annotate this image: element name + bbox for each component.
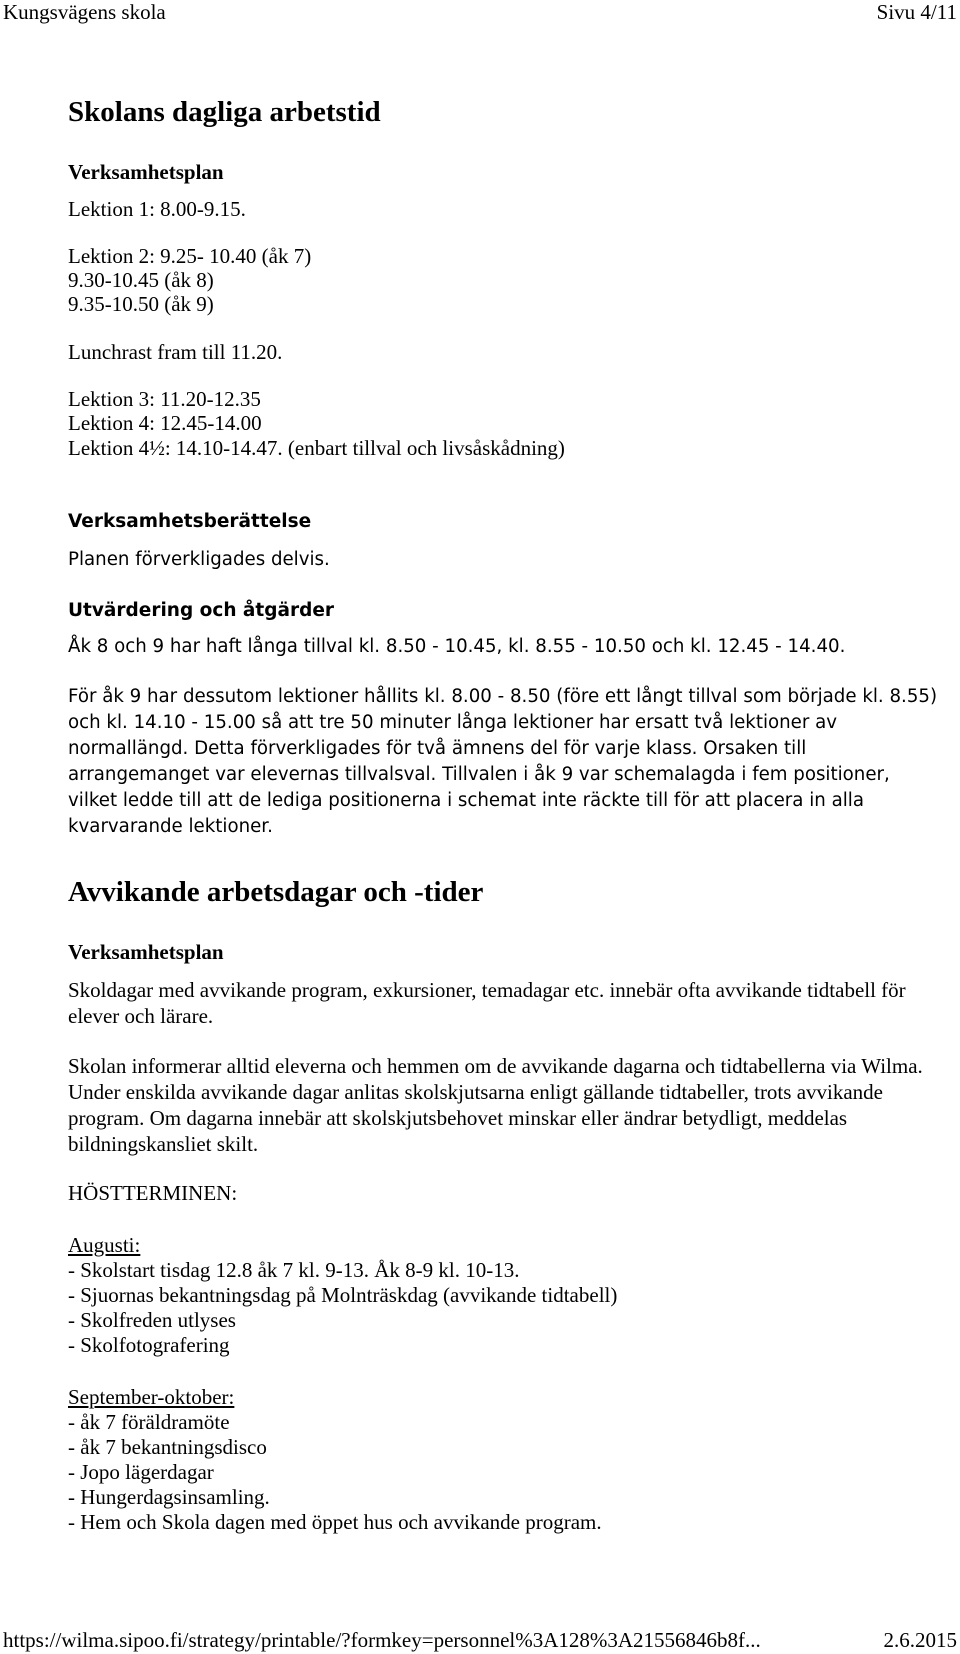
section-title-daily-hours: Skolans dagliga arbetstid (68, 96, 381, 128)
list-item: - Hem och Skola dagen med öppet hus och avvikande program. (68, 1510, 602, 1534)
schedule-line: 9.30-10.45 (åk 8) (68, 268, 214, 292)
schedule-line: Lektion 4½: 14.10-14.47. (enbart tillval och livsåskådning) (68, 436, 565, 460)
schedule-line: Lektion 3: 11.20-12.35 (68, 387, 261, 411)
plan-paragraph: Skoldagar med avvikande program, exkursioner, temadagar etc. innebär ofta avvikande tidtabell för elever och lärare. (68, 978, 906, 1028)
print-footer (0, 1628, 960, 1652)
list-item: - Sjuornas bekantningsdag på Molnträskdag (avvikande tidtabell) (68, 1283, 618, 1307)
footer-url: https://wilma.sipoo.fi/strategy/printable/?formkey=personnel%3A128%3A21556846b8f... (3, 1628, 761, 1652)
list-item: - åk 7 bekantningsdisco (68, 1435, 267, 1459)
story-text: Planen förverkligades delvis. (68, 549, 330, 570)
term-label: HÖSTTERMINEN: (68, 1181, 238, 1205)
evaluation-paragraph: För åk 9 har dessutom lektioner hållits kl. 8.00 - 8.50 (före ett långt tillval som började kl. 8.55) och kl. 14.10 - 15.00 så att tre 50 minuter långa lektioner har ersatt två lektioner av normallängd. Detta förverkligades för två ämnens del för varje klass. Orsaken till arrangemanget var elevernas tillvalsval. Tillvalen i åk 9 var schemalagda i fem positioner, vilket ledde till att de lediga positionerna i schemat inte räckte till för att placera in alla kvarvarande lektioner. (68, 686, 938, 837)
evaluation-paragraph: Åk 8 och 9 har haft långa tillval kl. 8.50 - 10.45, kl. 8.55 - 10.50 och kl. 12.45 - 14.40. (68, 636, 846, 657)
list-item: - åk 7 föräldramöte (68, 1410, 230, 1434)
month-heading-august: Augusti: (68, 1233, 141, 1257)
list-item: - Hungerdagsinsamling. (68, 1485, 270, 1509)
schedule-line: Lektion 4: 12.45-14.00 (68, 411, 262, 435)
section-title-deviating-days: Avvikande arbetsdagar och -tider (68, 876, 484, 908)
schedule-line: Lunchrast fram till 11.20. (68, 340, 283, 364)
plan-paragraph: Skolan informerar alltid eleverna och hemmen om de avvikande dagarna och tidtabellerna via Wilma. Under enskilda avvikande dagar anlitas skolskjutsarna enligt gällande tidtabeller, trots avvikande program. Om dagarna innebär att skolskjutsbehovet minskar eller ändrar betydligt, meddelas bildningskansliet skilt. (68, 1054, 923, 1156)
evaluation-heading: Utvärdering och åtgärder (68, 600, 335, 621)
month-heading-september-october: September-oktober: (68, 1385, 235, 1409)
list-item: - Skolfreden utlyses (68, 1308, 236, 1332)
schedule-line: Lektion 2: 9.25- 10.40 (åk 7) (68, 244, 312, 268)
header-school-name: Kungsvägens skola (3, 0, 166, 24)
plan-heading: Verksamhetsplan (68, 940, 224, 964)
story-heading: Verksamhetsberättelse (68, 511, 312, 532)
list-item: - Skolfotografering (68, 1333, 230, 1357)
list-item: - Skolstart tisdag 12.8 åk 7 kl. 9-13. Åk 8-9 kl. 10-13. (68, 1258, 520, 1282)
header-page-number: Sivu 4/11 (876, 0, 957, 24)
schedule-line: 9.35-10.50 (åk 9) (68, 292, 214, 316)
plan-heading: Verksamhetsplan (68, 160, 224, 184)
print-header (0, 0, 960, 24)
footer-date: 2.6.2015 (883, 1628, 957, 1652)
list-item: - Jopo lägerdagar (68, 1460, 214, 1484)
schedule-line: Lektion 1: 8.00-9.15. (68, 197, 246, 221)
